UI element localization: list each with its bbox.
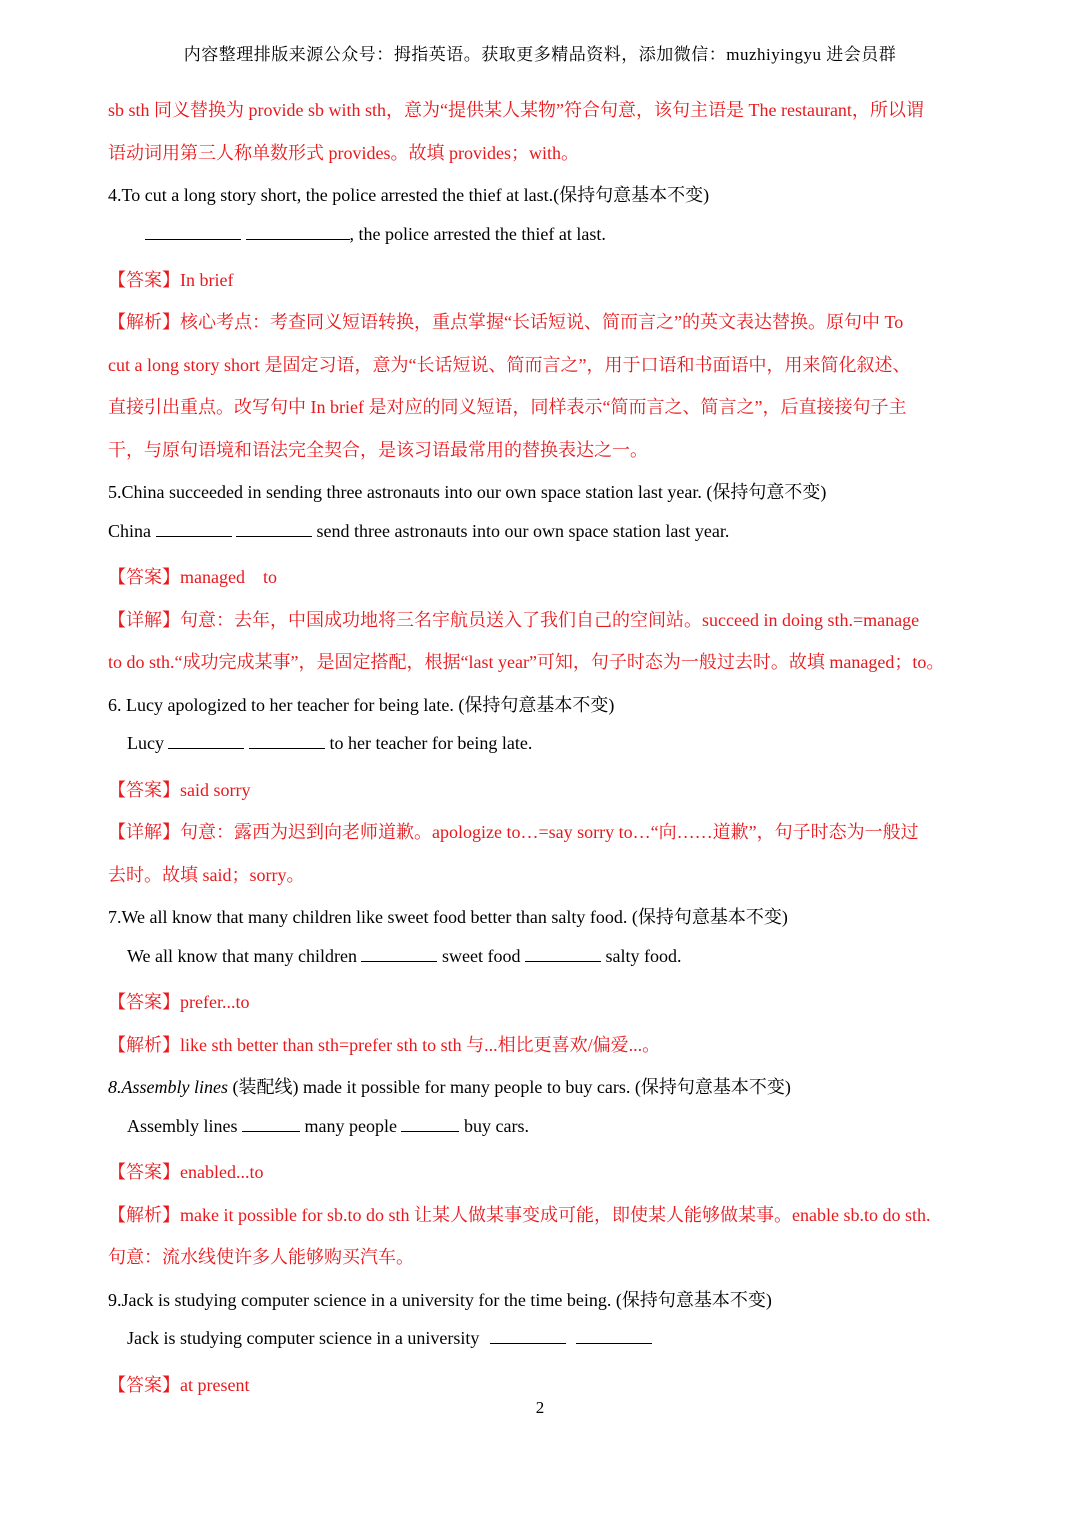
- question-4-rewrite: [145, 224, 606, 245]
- rewrite-text: many people: [304, 1116, 397, 1136]
- answer-6: 【答案】said sorry: [108, 780, 251, 800]
- explanation-line: 【解析】like sth better than sth=prefer sth to sth 与...相比更喜欢/偏爱...。: [108, 1035, 661, 1055]
- rewrite-text: Jack is studying computer science in a university: [127, 1328, 480, 1348]
- answer-5: 【答案】managed to: [108, 567, 277, 587]
- answer-blank[interactable]: [401, 1131, 459, 1132]
- question-5-rewrite: [108, 521, 729, 542]
- answer-blank[interactable]: [249, 748, 325, 749]
- answer-blank[interactable]: [490, 1343, 566, 1344]
- answer-blank[interactable]: [156, 536, 232, 537]
- answer-blank[interactable]: [168, 748, 244, 749]
- answer-blank[interactable]: [236, 536, 312, 537]
- page-number: 2: [535, 1398, 545, 1417]
- rewrite-text: Assembly lines: [127, 1116, 238, 1136]
- explanation-line: 干，与原句语境和语法完全契合，是该习语最常用的替换表达之一。: [108, 440, 648, 460]
- answer-9: 【答案】at present: [108, 1375, 250, 1395]
- rewrite-text: send three astronauts into our own space station last year.: [316, 521, 730, 541]
- explanation-line: cut a long story short 是固定习语，意为“长话短说、简而言之”，用于口语和书面语中，用来简化叙述、: [108, 355, 911, 375]
- question-8: [108, 1073, 791, 1099]
- explanation-line: sb sth 同义替换为 provide sb with sth，意为“提供某人某物”符合句意，该句主语是 The restaurant，所以谓: [108, 100, 924, 120]
- question-9-rewrite: [127, 1328, 652, 1349]
- answer-blank[interactable]: [361, 961, 437, 962]
- question-8-rewrite: [127, 1116, 529, 1137]
- question-7-rewrite: [127, 946, 681, 967]
- rewrite-text: salty food.: [605, 946, 682, 966]
- rewrite-text: to her teacher for being late.: [329, 733, 533, 753]
- question-8-text: (装配线) made it possible for many people to buy cars. (保持句意基本不变): [227, 1077, 791, 1097]
- rewrite-text: , the police arrested the thief at last.: [349, 224, 606, 244]
- page-header: 内容整理排版来源公众号：拇指英语。获取更多精品资料，添加微信：muzhiyingyu 进会员群: [183, 45, 897, 64]
- explanation-line: 【解析】核心考点：考查同义短语转换，重点掌握“长话短说、简而言之”的英文表达替换。原句中 To: [108, 312, 904, 332]
- answer-4: 【答案】In brief: [108, 270, 234, 290]
- question-9: 9.Jack is studying computer science in a university for the time being. (保持句意基本不变): [108, 1290, 772, 1310]
- explanation-line: 【详解】句意：去年，中国成功地将三名宇航员送入了我们自己的空间站。succeed in doing sth.=manage: [108, 610, 920, 630]
- explanation-line: 【详解】句意：露西为迟到向老师道歉。apologize to…=say sorry to…“向……道歉”，句子时态为一般过: [108, 822, 919, 842]
- explanation-line: to do sth.“成功完成某事”，是固定搭配，根据“last year”可知，句子时态为一般过去时。故填 managed；to。: [108, 652, 945, 672]
- answer-blank[interactable]: [145, 239, 241, 240]
- rewrite-text: Lucy: [127, 733, 164, 753]
- question-4: 4.To cut a long story short, the police arrested the thief at last.(保持句意基本不变): [108, 185, 710, 205]
- question-6-rewrite: [127, 733, 532, 754]
- question-5: 5.China succeeded in sending three astronauts into our own space station last year. (保持句意不变): [108, 482, 827, 502]
- explanation-line: 语动词用第三人称单数形式 provides。故填 provides；with。: [108, 143, 579, 163]
- answer-blank[interactable]: [246, 239, 350, 240]
- rewrite-text: buy cars.: [463, 1116, 529, 1136]
- explanation-line: 直接引出重点。改写句中 In brief 是对应的同义短语，同样表示“简而言之、简言之”，后直接接句子主: [108, 397, 907, 417]
- answer-8: 【答案】enabled...to: [108, 1162, 264, 1182]
- explanation-line: 去时。故填 said；sorry。: [108, 865, 305, 885]
- rewrite-text: China: [108, 521, 151, 541]
- answer-blank[interactable]: [242, 1131, 300, 1132]
- rewrite-text: sweet food: [441, 946, 521, 966]
- answer-7: 【答案】prefer...to: [108, 992, 250, 1012]
- question-8-term: 8.Assembly lines: [108, 1077, 228, 1097]
- rewrite-text: We all know that many children: [127, 946, 357, 966]
- explanation-line: 【解析】make it possible for sb.to do sth 让某人做某事变成可能，即使某人能够做某事。enable sb.to do sth.: [108, 1205, 931, 1225]
- question-7: 7.We all know that many children like sweet food better than salty food. (保持句意基本不变): [108, 907, 788, 927]
- explanation-line: 句意：流水线使许多人能够购买汽车。: [108, 1247, 414, 1267]
- answer-blank[interactable]: [576, 1343, 652, 1344]
- question-6: 6. Lucy apologized to her teacher for being late. (保持句意基本不变): [108, 695, 615, 715]
- answer-blank[interactable]: [525, 961, 601, 962]
